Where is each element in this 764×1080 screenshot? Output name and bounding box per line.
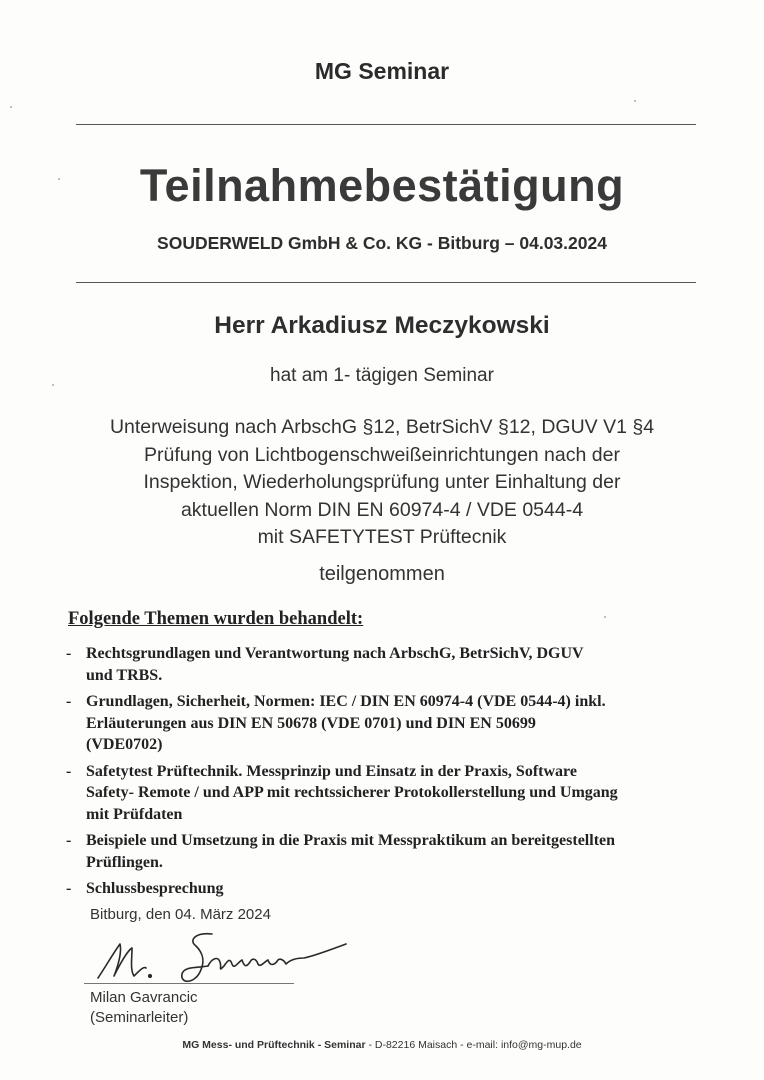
topic-line: mit Prüfdaten bbox=[86, 805, 183, 823]
topic-item bbox=[66, 830, 726, 873]
scan-speck bbox=[52, 384, 54, 386]
place-and-date: Bitburg, den 04. März 2024 bbox=[90, 906, 271, 923]
course-line: Prüfung von Lichtbogenschweißeinrichtungen nach der bbox=[144, 443, 620, 466]
course-line: Unterweisung nach ArbschG §12, BetrSichV §12, DGUV V1 §4 bbox=[109, 416, 655, 438]
scan-speck bbox=[634, 100, 636, 102]
organizer-heading: MG Seminar bbox=[314, 58, 450, 84]
topic-line: Schlussbesprechung bbox=[86, 880, 224, 897]
topics-list bbox=[66, 643, 726, 905]
participant-name: Herr Arkadiusz Meczykowski bbox=[214, 312, 550, 339]
scan-speck bbox=[10, 106, 12, 108]
scan-speck bbox=[604, 616, 606, 618]
scan-speck bbox=[58, 178, 60, 180]
topic-line: Beispiele und Umsetzung in die Praxis mit Messpraktikum an bereitgestellten bbox=[86, 832, 616, 849]
course-line: Inspektion, Wiederholungsprüfung unter Einhaltung der bbox=[143, 471, 621, 493]
intro-text: hat am 1- tägigen Seminar bbox=[270, 365, 494, 386]
list-dash: - bbox=[66, 832, 72, 849]
footer bbox=[0, 1039, 764, 1051]
course-description bbox=[0, 414, 764, 552]
topic-line: Rechtsgrundlagen und Verantwortung nach ArbschG, BetrSichV, DGUV bbox=[86, 645, 584, 662]
topic-item bbox=[66, 643, 726, 686]
course-line: mit SAFETYTEST Prüftecnik bbox=[257, 526, 507, 548]
title-divider bbox=[76, 282, 696, 283]
topic-line: und TRBS. bbox=[86, 666, 163, 684]
event-subtitle: SOUDERWELD GmbH & Co. KG - Bitburg – 04.03.2024 bbox=[157, 233, 607, 253]
signer-block bbox=[90, 988, 198, 1027]
topic-line: Safetytest Prüftechnik. Messprinzip und Einsatz in der Praxis, Software bbox=[86, 762, 577, 780]
topic-item bbox=[66, 691, 726, 756]
topic-item bbox=[66, 761, 726, 826]
list-dash: - bbox=[66, 762, 72, 780]
list-dash: - bbox=[66, 645, 72, 662]
topic-line: (VDE0702) bbox=[86, 736, 163, 753]
topic-line: Grundlagen, Sicherheit, Normen: IEC / DIN EN 60974-4 (VDE 0544-4) inkl. bbox=[86, 693, 606, 710]
signer-role: (Seminarleiter) bbox=[90, 1008, 189, 1026]
signature-line bbox=[84, 983, 294, 984]
signer-name: Milan Gavrancic bbox=[90, 989, 198, 1006]
list-dash: - bbox=[66, 880, 72, 897]
top-divider bbox=[76, 124, 696, 125]
topic-item bbox=[66, 878, 726, 900]
topics-heading: Folgende Themen wurden behandelt: bbox=[68, 609, 364, 629]
topic-line: Prüflingen. bbox=[86, 853, 163, 871]
course-line: aktuellen Norm DIN EN 60974-4 / VDE 0544-4 bbox=[180, 498, 584, 521]
footer-email: info@mg-mup.de bbox=[500, 1039, 582, 1051]
footer-address: - D-82216 Maisach - e-mail: bbox=[365, 1039, 501, 1051]
topic-line: Erläuterungen aus DIN EN 50678 (VDE 0701) und DIN EN 50699 bbox=[86, 714, 536, 732]
certificate-title: Teilnahmebestätigung bbox=[139, 160, 625, 211]
list-dash: - bbox=[66, 693, 72, 710]
topic-line: Safety- Remote / und APP mit rechtssicherer Protokollerstellung und Umgang bbox=[86, 784, 618, 801]
footer-company: MG Mess- und Prüftechnik - Seminar bbox=[182, 1039, 366, 1051]
participation-result: teilgenommen bbox=[319, 563, 445, 585]
